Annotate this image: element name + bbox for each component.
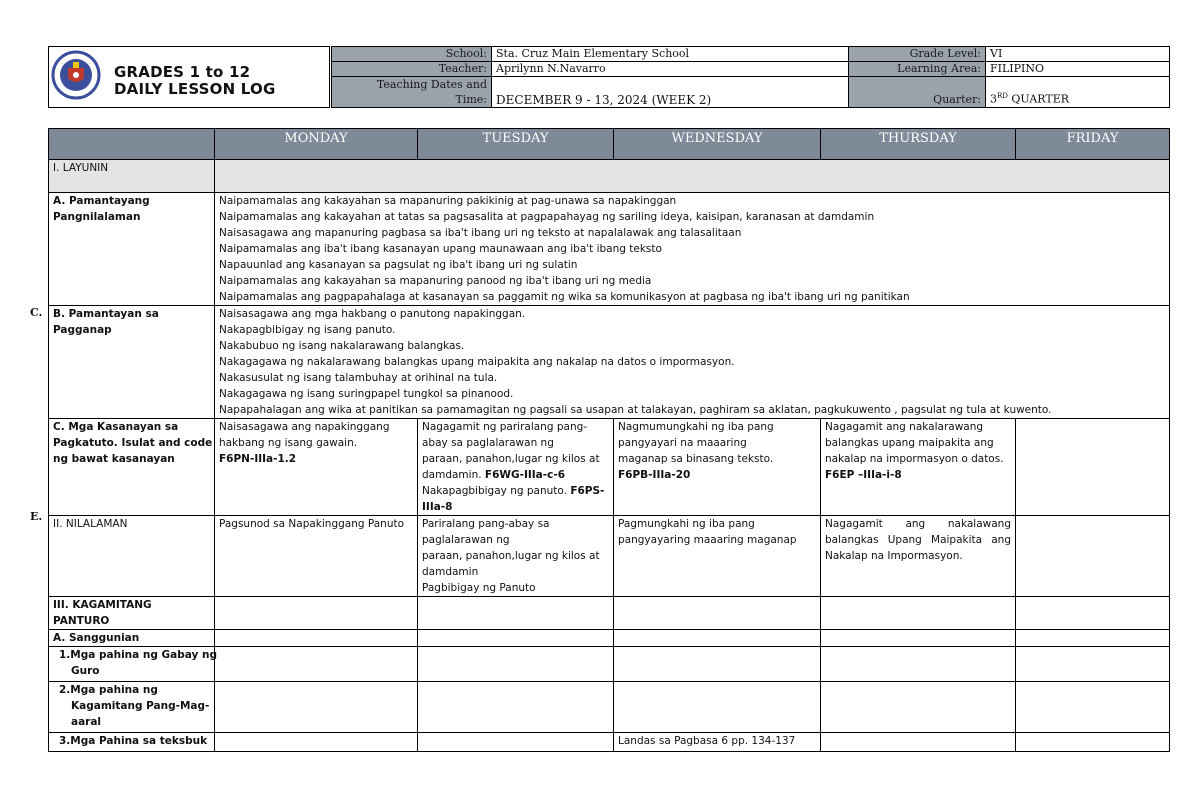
- title-line-1: GRADES 1 to 12: [114, 63, 251, 81]
- gabay-cell: [614, 647, 821, 682]
- kasanayan-thu-line: balangkas upang maipakita ang: [825, 437, 994, 449]
- kasanayan-wednesday: [614, 419, 821, 516]
- kasanayan-label-line-2: Pagkatuto. Isulat and code: [53, 437, 213, 449]
- kasanayan-wed-line: pangyayari na maaaring: [618, 437, 747, 449]
- kasanayan-monday: [215, 419, 418, 516]
- kagamitan-cell: [418, 597, 614, 630]
- lesson-log-table: [48, 128, 1170, 752]
- quarter-value: [986, 77, 1170, 108]
- learning-area-value: FILIPINO: [986, 62, 1170, 77]
- kasanayan-mon-line: hakbang ng isang gawain.: [219, 437, 358, 449]
- nilalaman-wed-line: pangyayaring maaaring maganap: [618, 534, 797, 546]
- pamantayang-label-line-1: A. Pamantayang: [53, 195, 150, 207]
- kagamitan-cell: [215, 597, 418, 630]
- kagamitang-label-text-1: Mga pahina ng: [70, 684, 158, 696]
- pagganap-line: Nakagagawa ng isang suringpapel tungkol sa pinanood.: [219, 388, 514, 400]
- kagamitang-label: [49, 682, 215, 733]
- pagganap-line: Nakasusulat ng isang talambuhay at orihinal na tula.: [219, 372, 498, 384]
- quarter-number: 3: [990, 93, 997, 106]
- teksbuk-cell: [1016, 733, 1170, 752]
- kasanayan-tue-line: Nagagamit ng pariralang pang-: [422, 421, 588, 433]
- nilalaman-tue-line: damdamin: [422, 566, 479, 578]
- row-pamantayan-pagganap: [49, 306, 1170, 419]
- kagamitang-cell: [821, 682, 1016, 733]
- row-sanggunian: [49, 630, 1170, 647]
- kasanayan-thu-line: nakalap na impormasyon o datos.: [825, 453, 1004, 465]
- quarter-word: QUARTER: [1007, 93, 1070, 106]
- row-teksbuk: [49, 733, 1170, 752]
- teaching-dates-label: [332, 77, 492, 108]
- kagamitan-cell: [1016, 597, 1170, 630]
- kagamitang-label-line-2: Kagamitang Pang-Mag-: [71, 700, 210, 712]
- kagamitang-cell: [418, 682, 614, 733]
- pagganap-label: B. Pamantayan sa Pagganap: [49, 306, 215, 419]
- layunin-content: [215, 160, 1170, 193]
- day-monday: MONDAY: [215, 129, 418, 160]
- pagganap-line: Nakapagbibigay ng isang panuto.: [219, 324, 396, 336]
- sanggunian-cell: [614, 630, 821, 647]
- sanggunian-cell: [1016, 630, 1170, 647]
- kasanayan-tue-text-2: Nakapagbibigay ng panuto.: [422, 485, 571, 497]
- teksbuk-number: 3.: [59, 735, 71, 747]
- sanggunian-cell: [215, 630, 418, 647]
- kasanayan-label-line-3: ng bawat kasanayan: [53, 453, 175, 465]
- kasanayan-tue-line: paraan, panahon,lugar ng kilos at: [422, 453, 600, 465]
- pamantayang-line: Naipamamalas ang kakayahan sa mapanuring pakikinig at pag-unawa sa napakinggan: [219, 195, 677, 207]
- pagganap-line: Naisasagawa ang mga hakbang o panutong napakinggan.: [219, 308, 526, 320]
- pamantayang-label: [49, 193, 215, 306]
- kasanayan-tue-line: abay sa paglalarawan ng: [422, 437, 554, 449]
- quarter-superscript: RD: [997, 92, 1008, 101]
- nilalaman-wednesday: [614, 516, 821, 597]
- teksbuk-label: [49, 733, 215, 752]
- quarter-label: Quarter:: [849, 77, 986, 108]
- days-header-row: [49, 129, 1170, 160]
- sanggunian-label: A. Sanggunian: [49, 630, 215, 647]
- pamantayang-line: Naipamamalas ang kakayahan sa mapanuring panood ng iba't ibang uri ng media: [219, 275, 652, 287]
- kasanayan-tuesday: [418, 419, 614, 516]
- kasanayan-wed-line: Nagmumungkahi ng iba pang: [618, 421, 774, 433]
- kasanayan-tue-line-4: [422, 467, 609, 483]
- day-tuesday: TUESDAY: [418, 129, 614, 160]
- nilalaman-tue-line: paraan, panahon,lugar ng kilos at: [422, 550, 600, 562]
- row-kagamitan: [49, 597, 1170, 630]
- pagganap-line: Napapahalagan ang wika at panitikan sa pamamagitan ng pagsali sa usapan at talakayan, paghiram sa aklatan, pagkukuwento , pagsulat ng tula at kuwento.: [219, 404, 1052, 416]
- row-nilalaman: [49, 516, 1170, 597]
- teacher-value: Aprilynn N.Navarro: [492, 62, 849, 77]
- nilalaman-tue-line: paglalarawan ng: [422, 534, 510, 546]
- teksbuk-cell: [821, 733, 1016, 752]
- sanggunian-cell: [821, 630, 1016, 647]
- school-value: Sta. Cruz Main Elementary School: [492, 47, 849, 62]
- teksbuk-cell: [418, 733, 614, 752]
- kasanayan-mon-line: Naisasagawa ang napakinggang: [219, 421, 390, 433]
- pagganap-line: Nakagagawa ng nakalarawang balangkas upang maipakita ang nakalap na datos o impormasyon.: [219, 356, 735, 368]
- kagamitan-cell: [821, 597, 1016, 630]
- pagganap-content: [215, 306, 1170, 419]
- page-title: [114, 64, 276, 98]
- side-label-c: C.: [30, 306, 43, 319]
- gabay-label: [49, 647, 218, 682]
- grade-level-value: VI: [986, 47, 1170, 62]
- sanggunian-cell: [418, 630, 614, 647]
- pamantayang-label-line-2: Pangnilalaman: [53, 211, 141, 223]
- kasanayan-tue-line-5: [422, 483, 609, 499]
- gabay-cell: [215, 647, 418, 682]
- pamantayang-content: [215, 193, 1170, 306]
- gabay-label-text-1: Mga pahina ng Gabay ng: [70, 649, 218, 661]
- nilalaman-thursday: Nagagamit ang nakalawang balangkas Upang Maipakita ang Nakalap na Impormasyon.: [821, 516, 1016, 597]
- kasanayan-tue-text: damdamin.: [422, 469, 485, 481]
- row-kagamitang-pang-mag-aaral: [49, 682, 1170, 733]
- nilalaman-monday: Pagsunod sa Napakinggang Panuto: [215, 516, 418, 597]
- day-thursday: THURSDAY: [821, 129, 1016, 160]
- side-label-e: E.: [30, 510, 43, 523]
- row-layunin: [49, 160, 1170, 193]
- kasanayan-wed-line: maganap sa binasang teksto.: [618, 453, 774, 465]
- pamantayang-line: Naipamamalas ang pagpapahalaga at kasanayan sa paggamit ng wika sa komunikasyon at pagbasa ng iba't ibang uri ng panitikan: [219, 291, 910, 303]
- kagamitang-cell: [215, 682, 418, 733]
- gabay-label-line-1: [59, 647, 218, 663]
- pamantayang-line: Naipamamalas ang kakayahan at tatas sa pagsasalita at pagpapahayag ng sariling ideya, kaisipan, karanasan at damdamin: [219, 211, 875, 223]
- teksbuk-wednesday: Landas sa Pagbasa 6 pp. 134-137: [614, 733, 821, 752]
- teksbuk-cell: [215, 733, 418, 752]
- kasanayan-label: [49, 419, 215, 516]
- nilalaman-tuesday: [418, 516, 614, 597]
- kasanayan-mon-code: F6PN-IIIa-1.2: [219, 453, 297, 465]
- title-line-2: DAILY LESSON LOG: [114, 80, 276, 98]
- kasanayan-thu-code: F6EP –IIIa-i-8: [825, 469, 902, 481]
- gabay-cell: [418, 647, 614, 682]
- row-gabay-guro: [49, 647, 1170, 682]
- nilalaman-tue-line: Pariralang pang-abay sa: [422, 518, 550, 530]
- days-header-blank: [49, 129, 215, 160]
- nilalaman-wed-line: Pagmungkahi ng iba pang: [618, 518, 755, 530]
- nilalaman-label: II. NILALAMAN: [49, 516, 215, 597]
- pamantayang-line: Naisasagawa ang mapanuring pagbasa sa iba't ibang uri ng teksto at napalalawak ang talasalitaan: [219, 227, 742, 239]
- kasanayan-tue-code-1: F6WG-IIIa-c-6: [484, 469, 565, 481]
- school-label: School:: [332, 47, 492, 62]
- teaching-dates-label-line-2: Time:: [455, 93, 487, 106]
- kagamitan-cell: [614, 597, 821, 630]
- kasanayan-tue-code-2b: IIIa-8: [422, 501, 453, 513]
- deped-seal-icon: [51, 48, 101, 104]
- grade-level-label: Grade Level:: [849, 47, 986, 62]
- teaching-dates-value: DECEMBER 9 - 13, 2024 (WEEK 2): [492, 77, 849, 108]
- row-pamantayang-pangnilalaman: [49, 193, 1170, 306]
- pamantayang-line: Napauunlad ang kasanayan sa pagsulat ng iba't ibang uri ng sulatin: [219, 259, 578, 271]
- learning-area-label: Learning Area:: [849, 62, 986, 77]
- gabay-cell: [821, 647, 1016, 682]
- kasanayan-thu-line: Nagagamit ang nakalarawang: [825, 421, 984, 433]
- day-friday: FRIDAY: [1016, 129, 1170, 160]
- kasanayan-tue-code-2a: F6PS-: [570, 485, 605, 497]
- gabay-cell: [1016, 647, 1170, 682]
- kagamitang-cell: [614, 682, 821, 733]
- info-table: [331, 46, 1170, 108]
- nilalaman-tue-line: Pagbibigay ng Panuto: [422, 582, 536, 594]
- kasanayan-friday: [1016, 419, 1170, 516]
- gabay-number: 1.: [59, 649, 71, 661]
- kagamitan-label: III. KAGAMITANG PANTURO: [49, 597, 215, 630]
- teaching-dates-label-line-1: Teaching Dates and: [376, 78, 487, 91]
- kagamitang-label-line-1: [59, 682, 210, 698]
- gabay-label-line-2: Guro: [71, 665, 100, 677]
- kagamitang-cell: [1016, 682, 1170, 733]
- pagganap-line: Nakabubuo ng isang nakalarawang balangkas.: [219, 340, 465, 352]
- teksbuk-label-text: Mga Pahina sa teksbuk: [70, 735, 208, 747]
- kasanayan-wed-code: F6PB-IIIa-20: [618, 469, 691, 481]
- teacher-label: Teacher:: [332, 62, 492, 77]
- layunin-label: I. LAYUNIN: [49, 160, 215, 193]
- kasanayan-thursday: [821, 419, 1016, 516]
- kagamitang-label-line-3: aaral: [71, 716, 102, 728]
- row-kasanayan: [49, 419, 1170, 516]
- kasanayan-label-line-1: C. Mga Kasanayan sa: [53, 421, 179, 433]
- pamantayang-line: Naipamamalas ang iba't ibang kasanayan upang maunawaan ang iba't ibang teksto: [219, 243, 662, 255]
- day-wednesday: WEDNESDAY: [614, 129, 821, 160]
- kagamitang-number: 2.: [59, 684, 71, 696]
- nilalaman-friday: [1016, 516, 1170, 597]
